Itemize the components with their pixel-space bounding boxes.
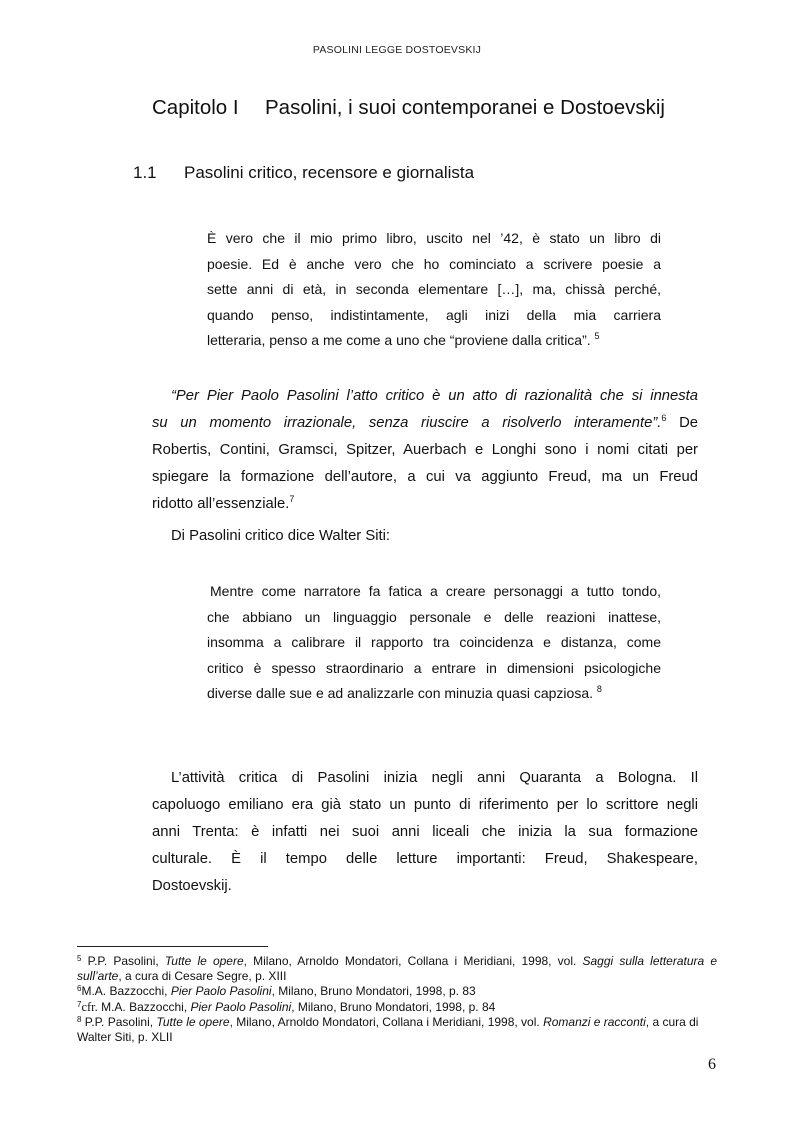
footnote-ref[interactable]: 7 xyxy=(289,494,295,504)
section-heading xyxy=(133,163,474,183)
quote-line: letteraria, penso a me come a uno che “proviene dalla critica”. $^5$ xyxy=(207,331,600,348)
footnotes xyxy=(77,954,717,1045)
running-header: PASOLINI LEGGE DOSTOEVSKIJ xyxy=(312,44,482,56)
paragraph-line: “Per Pier Paolo Pasolini l’atto critico è un atto di razionalità che si innesta xyxy=(171,388,698,404)
page-number: 6 xyxy=(708,1056,716,1073)
chapter-title: Pasolini, i suoi contemporanei e Dostoevskij xyxy=(265,96,665,119)
paragraph-line: capoluogo emiliano era già stato un punto di riferimento per lo scrittore negli xyxy=(152,797,698,813)
paragraph-3 xyxy=(152,765,698,900)
footnote-separator xyxy=(77,946,268,947)
quote-line: che abbiano un linguaggio personale e delle reazioni inattese, xyxy=(207,608,661,625)
paragraph-line: ridotto all’essenziale.$^7$ xyxy=(152,494,295,512)
paragraph-line: anni Trenta: è infatti nei suoi anni liceali che inizia la sua formazione xyxy=(152,824,698,840)
section-title: Pasolini critico, recensore e giornalista xyxy=(184,163,475,182)
paragraph-1 xyxy=(152,383,698,518)
paragraph-line: culturale. È il tempo delle letture importanti: Freud, Shakespeare, xyxy=(152,851,698,867)
quote-line: quando penso, indistintamente, agli inizi della mia carriera xyxy=(207,306,661,323)
chapter-heading xyxy=(152,96,665,120)
quote-line: poesie. Ed è anche vero che ho cominciato a scrivere poesie a xyxy=(207,255,661,272)
footnote-5: $^5$ P.P. Pasolini, Tutte le opere, Milano, Arnoldo Mondatori, Collana i Meridiani, 1998, vol. Saggi sulla letteratura e sull’arte, a cura di Cesare Segre, p. XIII xyxy=(77,954,718,984)
quote-line: È vero che il mio primo libro, uscito nel ’42, è stato un libro di xyxy=(207,230,661,246)
block-quote-2 xyxy=(207,579,661,707)
quote-line: insomma a calibrare il rapporto tra coincidenza e distanza, come xyxy=(207,634,661,650)
footnote-ref[interactable]: 8 xyxy=(596,684,602,694)
quote-line: diverse dalle sue e ad analizzarle con minuzia quasi capziosa. $^8$ xyxy=(207,684,602,701)
paragraph-line: Robertis, Contini, Gramsci, Spitzer, Auerbach e Longhi sono i nomi citati per xyxy=(152,442,698,458)
footnote-ref[interactable]: 5 xyxy=(594,331,600,341)
footnote-8: $^8$ P.P. Pasolini, Tutte le opere, Milano, Arnoldo Mondatori, Collana i Meridiani, 1998, vol. Romanzi e racconti, a cura di Walter Siti, p. XLII xyxy=(77,1014,699,1045)
quote-line: sette anni di età, in seconda elementare […], ma, chissà perché, xyxy=(207,281,661,297)
paragraph-line: su un momento irrazionale, senza riuscire a risolverlo interamente”.$^6$ De xyxy=(152,413,698,431)
block-quote-1 xyxy=(207,226,661,354)
paragraph-2: Di Pasolini critico dice Walter Siti: xyxy=(171,528,390,544)
quote-line: Mentre come narratore fa fatica a creare personaggi a tutto tondo, xyxy=(210,583,661,599)
quote-line: critico è spesso straordinario a entrare in dimensioni psicologiche xyxy=(207,659,661,676)
chapter-number: Capitolo I xyxy=(152,96,239,119)
footnote-6: $^6$M.A. Bazzocchi, Pier Paolo Pasolini, Milano, Bruno Mondatori, 1998, p. 83 xyxy=(77,984,476,999)
paragraph-line: L’attività critica di Pasolini inizia negli anni Quaranta a Bologna. Il xyxy=(171,770,698,786)
footnote-ref[interactable]: 6 xyxy=(661,413,667,423)
footnote-7: $^7$cfr. M.A. Bazzocchi, Pier Paolo Pasolini, Milano, Bruno Mondatori, 1998, p. 84 xyxy=(77,999,496,1014)
section-number: 1.1 xyxy=(133,163,157,182)
paragraph-line: spiegare la formazione dell’autore, a cui va aggiunto Freud, ma un Freud xyxy=(152,469,698,485)
paragraph-line: Dostoevskij. xyxy=(152,878,232,894)
